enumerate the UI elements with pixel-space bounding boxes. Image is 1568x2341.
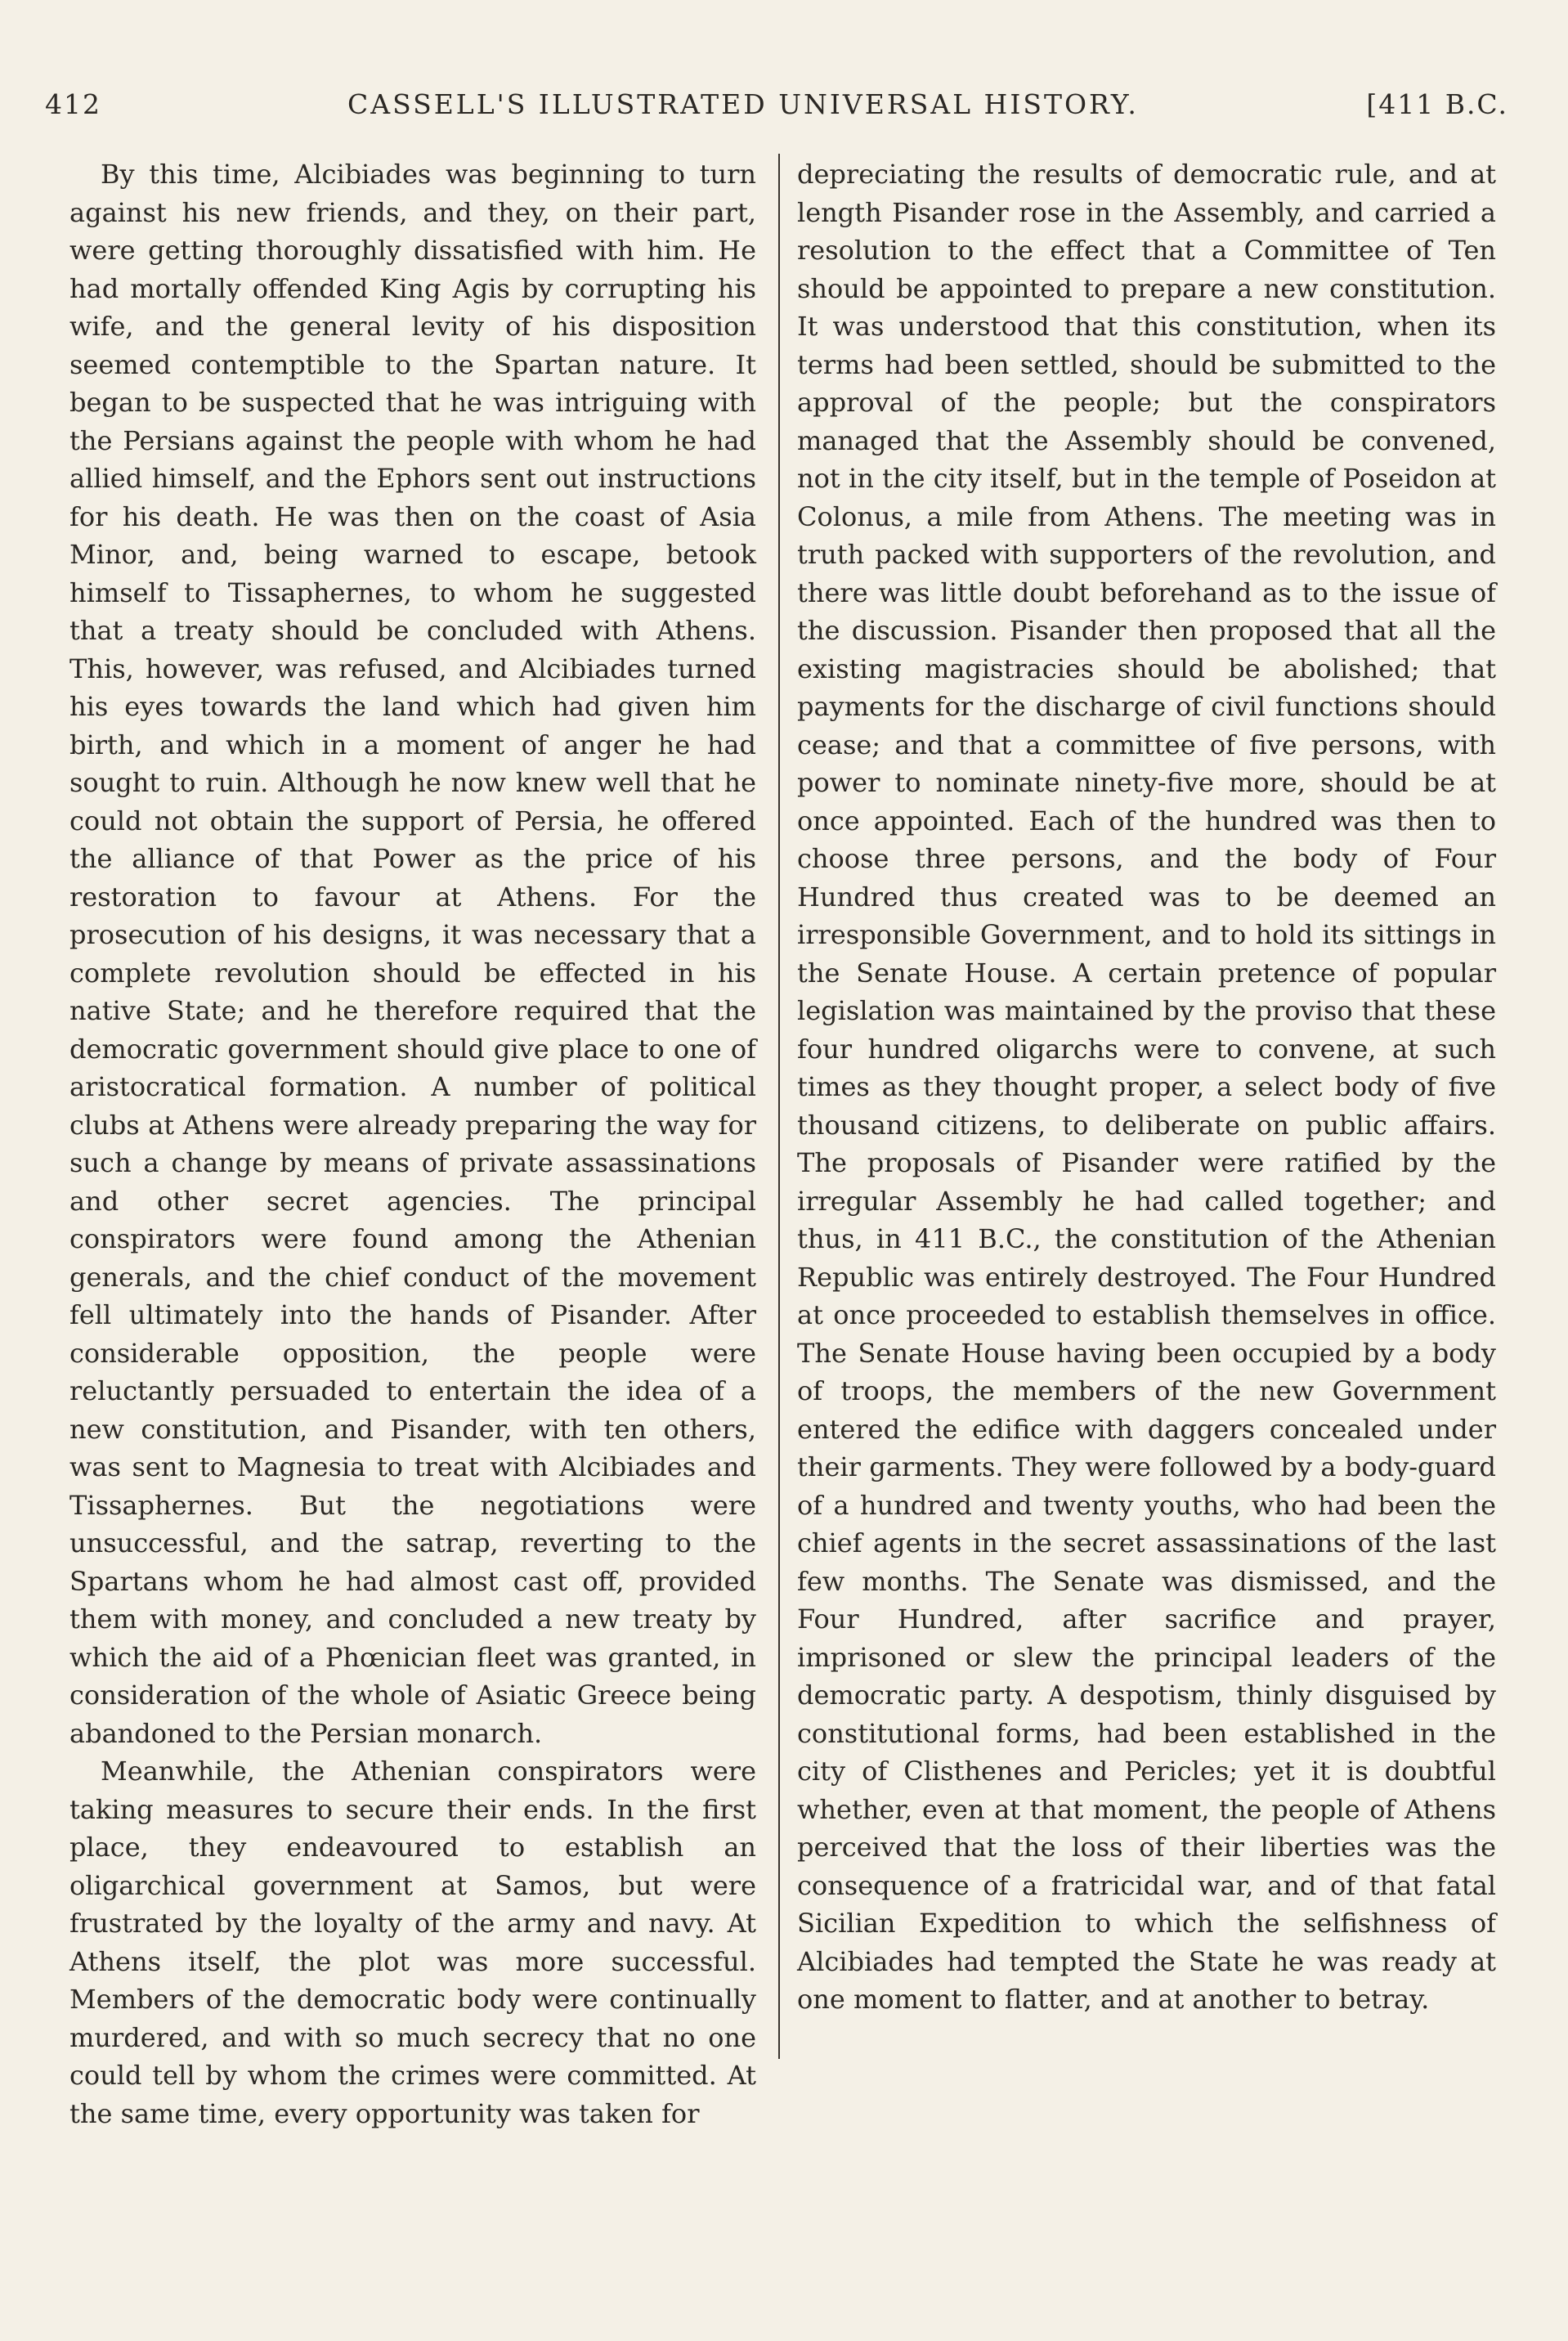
paragraph: By this time, Alcibiades was beginning to turn against his new friends, and they, on their part, were getting thoroughly dissatisfied with him. He had mortally offended King Agis by corrupting his wife, and the general levity of his disposition seemed contemptible to the Spartan nature. It began to be suspected that he was intriguing with the Persians against the people with whom he had allied himself, and the Ephors sent out instructions for his death. He was then on the coast of Asia Minor, and, being warned to escape, betook himself to Tissaphernes, to whom he suggested that a treaty should be concluded with Athens. This, however, was refused, and Alcibiades turned his eyes towards the land which had given him birth, and which in a moment of anger he had sought to ruin. Although he now knew well that he could not obtain the support of Persia, he offered the alliance of that Power as the price of his restoration to favour at Athens. For the prosecution of his designs, it was necessary that a complete revolution should be effected in his native State; and he therefore required that the democratic government should give place to one of aristocratical formation. A number of political clubs at Athens were already preparing the way for such a change by means of private assassinations and other secret agencies. The principal conspirators were found among the Athenian generals, and the chief conduct of the movement fell ultimately into the hands of Pisander. After considerable opposition, the people were reluctantly persuaded to entertain the idea of a new constitution, and Pisander, with ten others, was sent to Magnesia to treat with Alcibiades and Tissaphernes. But the negotiations were unsuccessful, and the satrap, reverting to the Spartans whom he had almost cast off, provided them with money, and concluded a new treaty by which the aid of a Phœnician fleet was granted, in consideration of the whole of Asiatic Greece being abandoned to the Persian monarch. [69,159,756,1749]
paragraph: Meanwhile, the Athenian conspirators were taking measures to secure their ends. In the first place, they endeavoured to establish an oligarchical government at Samos, but were frustrated by the loyalty of the army and navy. At Athens itself, the plot was more successful. Members of the democratic body were continually murdered, and with so much secrecy that no one could tell by whom the crimes were committed. At the same time, every opportunity was taken for [69,1756,756,2129]
running-title: CASSELL'S ILLUSTRATED UNIVERSAL HISTORY. [347,88,1139,120]
page-number: 412 [45,88,101,120]
left-column [69,155,756,2132]
column-divider [778,154,780,2059]
right-column [797,155,1496,2019]
page-header [45,88,1508,129]
paragraph: depreciating the results of democratic rule, and at length Pisander rose in the Assembly, and carried a resolution to the effect that a Committee of Ten should be appointed to prepare a new constitution. It was understood that this constitution, when its terms had been settled, should be submitted to the approval of the people; but the conspirators managed that the Assembly should be convened, not in the city itself, but in the temple of Poseidon at Colonus, a mile from Athens. The meeting was in truth packed with supporters of the revolution, and there was little doubt beforehand as to the issue of the discussion. Pisander then proposed that all the existing magistracies should be abolished; that payments for the discharge of civil functions should cease; and that a committee of five persons, with power to nominate ninety-five more, should be at once appointed. Each of the hundred was then to choose three persons, and the body of Four Hundred thus created was to be deemed an irresponsible Government, and to hold its sittings in the Senate House. A certain pretence of popular legislation was maintained by the proviso that these four hundred oligarchs were to convene, at such times as they thought proper, a select body of five thousand citizens, to deliberate on public affairs. The proposals of Pisander were ratified by the irregular Assembly he had called together; and thus, in 411 B.C., the constitution of the Athenian Republic was entirely destroyed. The Four Hundred at once proceeded to establish themselves in office. The Senate House having been occupied by a body of troops, the members of the new Government entered the edifice with daggers concealed under their garments. They were followed by a body-guard of a hundred and twenty youths, who had been the chief agents in the secret assassinations of the last few months. The Senate was dismissed, and the Four Hundred, after sacrifice and prayer, imprisoned or slew the principal leaders of the democratic party. A despotism, thinly disguised by constitutional forms, had been established in the city of Clisthenes and Pericles; yet it is doubtful whether, even at that moment, the people of Athens perceived that the loss of their liberties was the consequence of a fratricidal war, and of that fatal Sicilian Expedition to which the selfishness of Alcibiades had tempted the State he was ready at one moment to flatter, and at another to betray. [797,159,1496,2015]
page-date: [411 B.C. [1366,88,1508,120]
